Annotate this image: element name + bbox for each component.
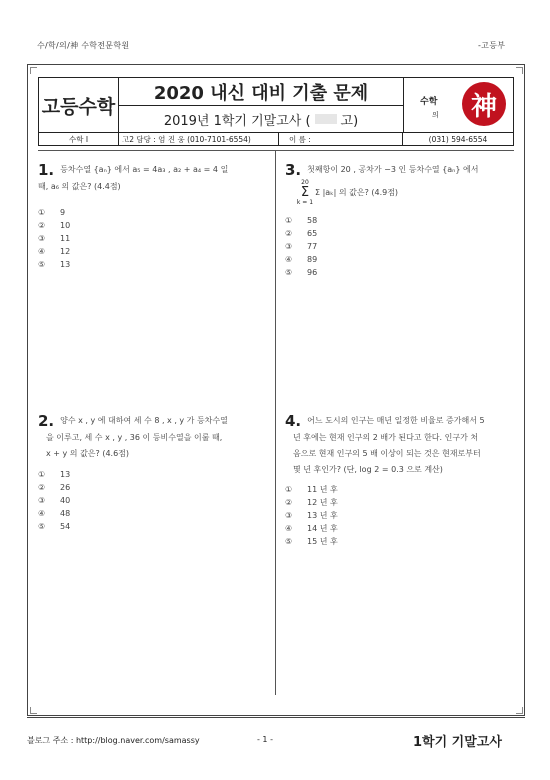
logo-area xyxy=(403,78,513,132)
option-mark: ⑤ xyxy=(285,268,293,277)
question-2 xyxy=(38,412,268,533)
option-2[interactable] xyxy=(38,219,268,232)
option-mark: ② xyxy=(38,483,46,492)
corner-mark xyxy=(30,67,37,74)
question-text: 음으로 현재 인구의 5 배 이상이 되는 것은 현재로부터 xyxy=(293,449,481,458)
question-text: 을 이루고, 세 수 x , y , 36 이 등비수열을 이룰 때, xyxy=(46,433,223,442)
question-3 xyxy=(285,161,515,279)
phone-cell xyxy=(403,133,513,145)
option-value: 89 xyxy=(307,255,318,264)
subtitle-text: 2019년 1학기 기말고사 ( xyxy=(163,113,311,129)
course-label: 수학 I xyxy=(68,134,89,144)
option-mark: ④ xyxy=(285,524,293,533)
teacher-cell xyxy=(119,133,279,145)
corner-mark xyxy=(30,707,37,714)
footer-line xyxy=(27,717,525,718)
corner-mark xyxy=(516,67,523,74)
question-number: 3. xyxy=(285,161,302,179)
question-text: 첫째항이 20 , 공차가 −3 인 등차수열 {aₙ} 에서 xyxy=(307,165,479,174)
option-mark: ③ xyxy=(38,234,46,243)
option-value: 40 xyxy=(60,496,71,505)
exam-term-label: 1학기 기말고사 xyxy=(413,735,502,750)
option-5[interactable] xyxy=(285,266,515,279)
question-number: 1. xyxy=(38,161,55,179)
option-value: 13 xyxy=(60,260,71,269)
option-1[interactable] xyxy=(38,468,268,481)
academy-name: 수/학/의/神 수학전문학원 xyxy=(37,41,130,50)
option-1[interactable] xyxy=(38,206,268,219)
question-text: Σ |aₖ| 의 값은? (4.9점) xyxy=(315,187,399,197)
option-value: 12 xyxy=(60,247,71,256)
option-2[interactable] xyxy=(285,227,515,240)
option-mark: ⑤ xyxy=(38,260,46,269)
option-value: 10 xyxy=(60,221,71,230)
option-mark: ② xyxy=(38,221,46,230)
question-4 xyxy=(285,412,515,548)
option-value: 96 xyxy=(307,268,318,277)
option-value: 9 xyxy=(60,208,66,217)
question-number: 2. xyxy=(38,412,55,430)
option-mark: ④ xyxy=(285,255,293,264)
question-number: 4. xyxy=(285,412,302,430)
name-cell xyxy=(279,133,403,145)
option-5[interactable] xyxy=(285,535,515,548)
sigma-top: 20 xyxy=(301,179,309,186)
question-text: 등차수열 {aₙ} 에서 a₅ = 4a₃ , a₂ + a₄ = 4 일 xyxy=(60,165,229,174)
corner-mark xyxy=(516,707,523,714)
course-cell xyxy=(39,133,119,145)
subject-title: 고등수학 xyxy=(39,78,119,132)
option-mark: ③ xyxy=(38,496,46,505)
option-5[interactable] xyxy=(38,258,268,271)
option-4[interactable] xyxy=(285,522,515,535)
column-divider xyxy=(275,150,276,695)
option-value: 54 xyxy=(60,522,71,531)
option-4[interactable] xyxy=(38,245,268,258)
option-value: 12 년 후 xyxy=(307,498,338,507)
question-text: 양수 x , y 에 대하여 세 수 8 , x , y 가 등차수열 xyxy=(60,416,228,425)
exam-title: 2020 내신 대비 기출 문제 xyxy=(119,78,403,106)
option-2[interactable] xyxy=(285,496,515,509)
option-mark: ③ xyxy=(285,511,293,520)
option-mark: ① xyxy=(38,208,46,217)
name-label: 이 름 : xyxy=(289,134,311,144)
phone-label: (031) 594-6554 xyxy=(428,134,488,144)
school-redaction xyxy=(315,114,337,124)
option-1[interactable] xyxy=(285,214,515,227)
question-1 xyxy=(38,161,268,271)
option-3[interactable] xyxy=(285,240,515,253)
option-1[interactable] xyxy=(285,483,515,496)
question-text: x + y 의 값은? (4.6점) xyxy=(46,449,130,458)
question-text: 년 후에는 현재 인구의 2 배가 된다고 한다. 인구가 처 xyxy=(293,433,479,442)
section-divider xyxy=(38,150,514,151)
info-row xyxy=(39,132,513,145)
option-value: 77 xyxy=(307,242,318,251)
option-mark: ② xyxy=(285,498,293,507)
level-label: -고등부 xyxy=(478,41,506,50)
option-mark: ① xyxy=(285,485,293,494)
option-mark: ⑤ xyxy=(285,537,293,546)
logo-text-small: 의 xyxy=(432,111,439,119)
logo-seal xyxy=(462,82,506,126)
option-value: 11 xyxy=(60,234,71,243)
option-value: 48 xyxy=(60,509,71,518)
exam-header xyxy=(38,77,514,146)
question-text: 때, a₆ 의 값은? (4.4점) xyxy=(38,182,121,191)
blog-address[interactable]: 블로그 주소 : http://blog.naver.com/samassy xyxy=(27,736,200,745)
option-value: 14 년 후 xyxy=(307,524,338,533)
option-mark: ① xyxy=(38,470,46,479)
page-number: - 1 - xyxy=(257,735,273,744)
option-mark: ③ xyxy=(285,242,293,251)
option-3[interactable] xyxy=(285,509,515,522)
sigma-symbol: 20 Σ k = 1 xyxy=(296,179,314,206)
option-3[interactable] xyxy=(38,232,268,245)
option-value: 15 년 후 xyxy=(307,537,338,546)
option-value: 65 xyxy=(307,229,318,238)
option-2[interactable] xyxy=(38,481,268,494)
option-value: 11 년 후 xyxy=(307,485,338,494)
logo-char: 神 xyxy=(470,91,497,122)
option-value: 13 xyxy=(60,470,71,479)
option-value: 26 xyxy=(60,483,71,492)
option-mark: ① xyxy=(285,216,293,225)
option-value: 58 xyxy=(307,216,318,225)
question-text: 몇 년 후인가? (단, log 2 = 0.3 으로 계산) xyxy=(293,465,443,474)
option-4[interactable] xyxy=(285,253,515,266)
option-mark: ④ xyxy=(38,247,46,256)
option-mark: ② xyxy=(285,229,293,238)
sigma-bottom: k = 1 xyxy=(296,199,314,206)
logo-text: 수학 xyxy=(420,97,438,107)
option-mark: ⑤ xyxy=(38,522,46,531)
option-3[interactable] xyxy=(38,494,268,507)
option-mark: ④ xyxy=(38,509,46,518)
question-text: 어느 도시의 인구는 매년 일정한 비율로 증가해서 5 xyxy=(307,416,485,425)
option-value: 13 년 후 xyxy=(307,511,338,520)
exam-subtitle xyxy=(119,106,403,132)
teacher-label: 고2 담당 : 엄 진 웅 (010-7101-6554) xyxy=(122,134,251,144)
option-4[interactable] xyxy=(38,507,268,520)
option-5[interactable] xyxy=(38,520,268,533)
subtitle-end: 고) xyxy=(340,113,359,129)
